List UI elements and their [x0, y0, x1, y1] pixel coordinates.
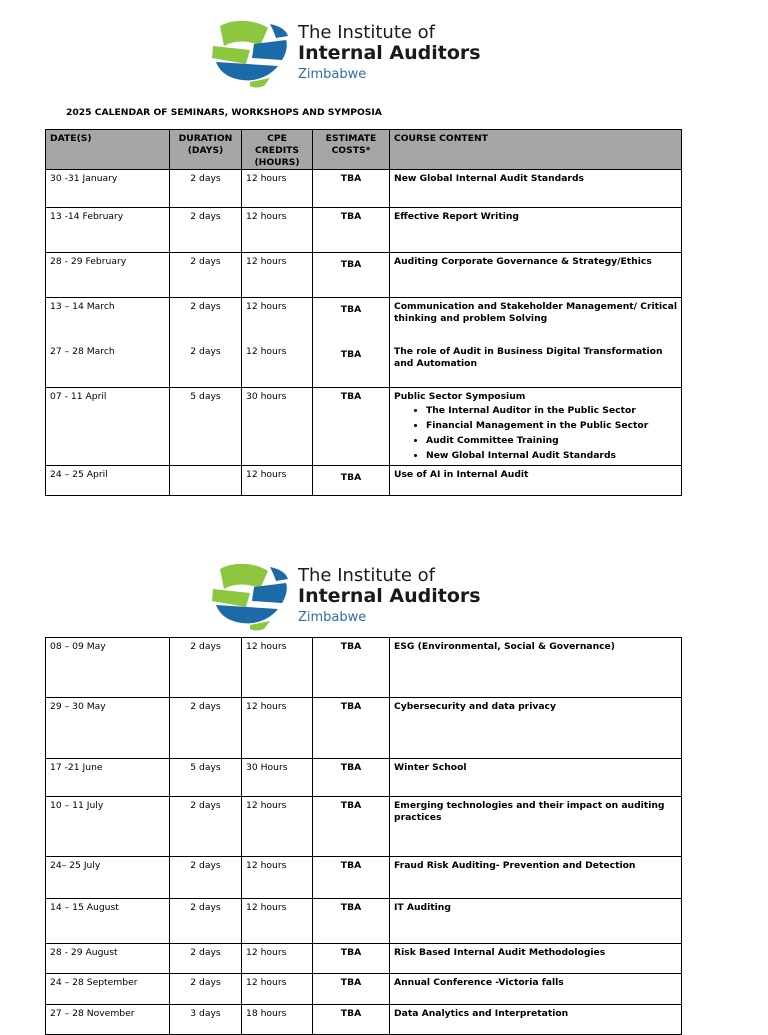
row-cpe: 18 hours: [242, 1005, 313, 1035]
row-cpe: 12 hours: [242, 974, 313, 1005]
header-duration-line1: DURATION: [178, 133, 233, 144]
row-content: Cybersecurity and data privacy: [390, 698, 682, 759]
row-date: 28 - 29 February: [46, 253, 170, 298]
row-cost: TBA: [313, 638, 390, 698]
row-date: 28 - 29 August: [46, 944, 170, 974]
row-duration: 2 days: [170, 638, 242, 698]
row-duration: 2 days: [170, 974, 242, 1005]
row-date: 24– 25 July: [46, 857, 170, 899]
row-duration: 2 days: [170, 208, 242, 253]
row-duration: 2 days: [170, 698, 242, 759]
row-cost: TBA: [313, 797, 390, 857]
table-row: [46, 698, 682, 759]
table-row: [46, 857, 682, 899]
row-content: IT Auditing: [390, 899, 682, 944]
row-content: Fraud Risk Auditing- Prevention and Detection: [390, 857, 682, 899]
row-cpe: 12 hours: [242, 343, 313, 388]
table-row: [46, 899, 682, 944]
row-date: 14 – 15 August: [46, 899, 170, 944]
row-cpe: 30 Hours: [242, 759, 313, 797]
table-row: [46, 974, 682, 1005]
row-duration: 2 days: [170, 857, 242, 899]
table-row: [46, 343, 682, 388]
table-row: [46, 759, 682, 797]
row-date: 07 - 11 April: [46, 388, 170, 466]
row-cost: TBA: [313, 857, 390, 899]
list-item: • Financial Management in the Public Sector: [426, 420, 677, 432]
table-row: [46, 1005, 682, 1035]
row-date: 27 – 28 March: [46, 343, 170, 388]
row-cost: TBA: [313, 1005, 390, 1035]
row-duration: 3 days: [170, 1005, 242, 1035]
list-item: • Audit Committee Training: [426, 435, 677, 447]
header-cpe: [242, 130, 313, 170]
row-content: ESG (Environmental, Social & Governance): [390, 638, 682, 698]
header-cpe-line3: (HOURS): [254, 157, 300, 168]
row-cpe: 12 hours: [242, 797, 313, 857]
list-item: • New Global Internal Audit Standards: [426, 450, 677, 462]
row-cost: TBA: [313, 170, 390, 208]
header-duration: [170, 130, 242, 170]
row-content: Emerging technologies and their impact on auditing practices: [390, 797, 682, 857]
row-cpe: 12 hours: [242, 298, 313, 343]
header-content: COURSE CONTENT: [390, 130, 682, 170]
row-content: Risk Based Internal Audit Methodologies: [390, 944, 682, 974]
row-cpe: 12 hours: [242, 857, 313, 899]
row-cpe: 30 hours: [242, 388, 313, 466]
document-heading: 2025 CALENDAR OF SEMINARS, WORKSHOPS AND SYMPOSIA: [66, 107, 382, 118]
row-duration: [170, 466, 242, 496]
row-duration: 5 days: [170, 388, 242, 466]
row-duration: 2 days: [170, 298, 242, 343]
list-item: • The Internal Auditor in the Public Sector: [426, 405, 677, 417]
row-duration: 2 days: [170, 343, 242, 388]
symposium-bullets: [394, 405, 677, 462]
row-duration: 2 days: [170, 253, 242, 298]
table-row: [46, 638, 682, 698]
row-cpe: 12 hours: [242, 253, 313, 298]
header-cpe-line2: CREDITS: [254, 145, 300, 156]
table-row: [46, 466, 682, 496]
row-cost: TBA: [313, 253, 390, 298]
row-cost: TBA: [313, 759, 390, 797]
table-row: [46, 797, 682, 857]
calendar-table-1: [45, 129, 682, 496]
row-content: Annual Conference -Victoria falls: [390, 974, 682, 1005]
row-date: 27 – 28 November: [46, 1005, 170, 1035]
row-cpe: 12 hours: [242, 170, 313, 208]
row-date: 08 – 09 May: [46, 638, 170, 698]
table-row: [46, 208, 682, 253]
row-date: 24 – 25 April: [46, 466, 170, 496]
header-cost-line1: ESTIMATE: [325, 133, 377, 144]
iia-logo: [210, 20, 481, 90]
row-cost: TBA: [313, 343, 390, 388]
row-cost: TBA: [313, 388, 390, 466]
row-cpe: 12 hours: [242, 208, 313, 253]
row-content: The role of Audit in Business Digital Transformation and Automation: [390, 343, 682, 388]
row-date: 24 – 28 September: [46, 974, 170, 1005]
row-date: 17 -21 June: [46, 759, 170, 797]
table-row: [46, 298, 682, 343]
table-row: [46, 170, 682, 208]
row-cpe: 12 hours: [242, 638, 313, 698]
header-dates: DATE(S): [46, 130, 170, 170]
row-cpe: 12 hours: [242, 944, 313, 974]
row-cost: TBA: [313, 899, 390, 944]
header-cost-line2: COSTS*: [331, 145, 371, 156]
iia-logo: [210, 563, 481, 633]
row-cost: TBA: [313, 698, 390, 759]
table-row: [46, 253, 682, 298]
row-date: 13 – 14 March: [46, 298, 170, 343]
row-content: Use of AI in Internal Audit: [390, 466, 682, 496]
calendar-table-2: [45, 637, 682, 1035]
row-date: 30 -31 January: [46, 170, 170, 208]
logo-line1: The Institute of: [298, 22, 436, 43]
row-content: Winter School: [390, 759, 682, 797]
row-cost: TBA: [313, 298, 390, 343]
row-cpe: 12 hours: [242, 698, 313, 759]
logo-line3: Zimbabwe: [298, 610, 367, 625]
row-duration: 5 days: [170, 759, 242, 797]
globe-logo-icon: [210, 20, 290, 90]
row-cpe: 12 hours: [242, 899, 313, 944]
row-date: 13 -14 February: [46, 208, 170, 253]
row-content: Auditing Corporate Governance & Strategy/Ethics: [390, 253, 682, 298]
table-header-row: [46, 130, 682, 170]
symposium-title: Public Sector Symposium: [394, 391, 526, 402]
row-cost: TBA: [313, 466, 390, 496]
row-duration: 2 days: [170, 797, 242, 857]
logo-line2: Internal Auditors: [298, 42, 481, 64]
header-cpe-line1: CPE: [267, 133, 287, 144]
row-cost: TBA: [313, 974, 390, 1005]
row-duration: 2 days: [170, 899, 242, 944]
row-date: 29 – 30 May: [46, 698, 170, 759]
logo-line2: Internal Auditors: [298, 585, 481, 607]
row-cost: TBA: [313, 208, 390, 253]
row-content: Communication and Stakeholder Management/ Critical thinking and problem Solving: [390, 298, 682, 343]
row-content: [390, 388, 682, 466]
row-duration: 2 days: [170, 170, 242, 208]
header-cost: [313, 130, 390, 170]
row-cost: TBA: [313, 944, 390, 974]
logo-line1: The Institute of: [298, 565, 436, 586]
globe-logo-icon: [210, 563, 290, 633]
row-content: Data Analytics and Interpretation: [390, 1005, 682, 1035]
logo-line3: Zimbabwe: [298, 67, 367, 82]
row-duration: 2 days: [170, 944, 242, 974]
header-duration-line2: (DAYS): [187, 145, 224, 156]
row-cpe: 12 hours: [242, 466, 313, 496]
row-date: 10 – 11 July: [46, 797, 170, 857]
row-content: New Global Internal Audit Standards: [390, 170, 682, 208]
table-row: [46, 388, 682, 466]
table-row: [46, 944, 682, 974]
row-content: Effective Report Writing: [390, 208, 682, 253]
